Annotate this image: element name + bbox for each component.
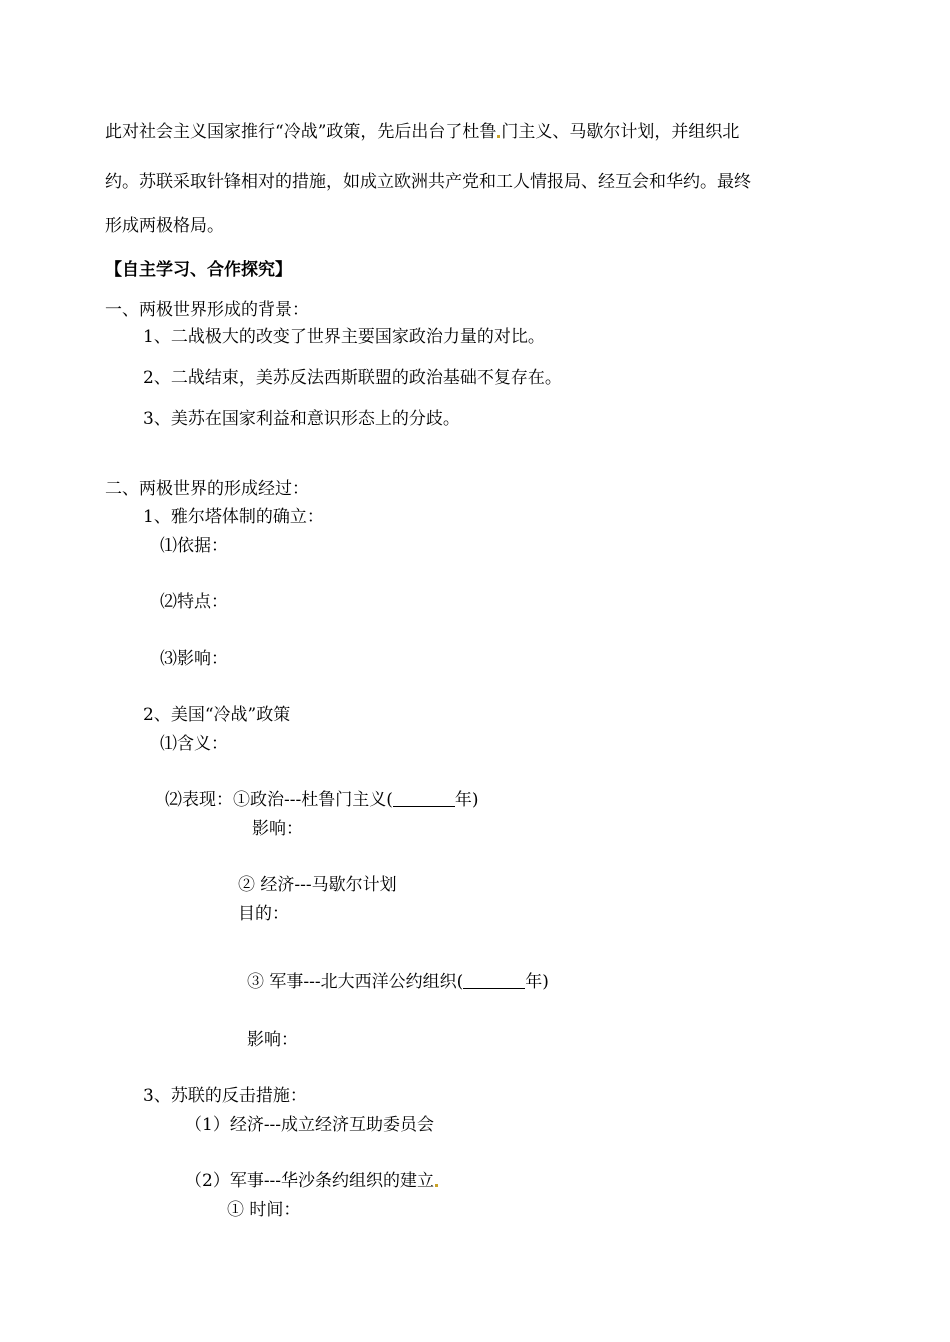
marker-dot	[435, 1184, 438, 1187]
soviet-title: 3、苏联的反击措施：	[143, 1086, 307, 1106]
coldwar-title: 2、美国“冷战”政策	[143, 705, 291, 725]
part1-item-1: 1、二战极大的改变了世界主要国家政治力量的对比。	[143, 327, 545, 347]
coldwar-military: ③ 军事---北大西洋公约组织( 年)	[247, 972, 549, 992]
intro-line-2: 约。苏联采取针锋相对的措施，如成立欧洲共产党和工人情报局、经互会和华约。最终	[105, 172, 751, 192]
soviet-time: ① 时间：	[227, 1200, 301, 1220]
part2-heading: 二、两极世界的形成经过：	[105, 479, 309, 499]
year-blank-1[interactable]	[393, 790, 455, 807]
politics-impact: 影响：	[252, 819, 303, 839]
coldwar-meaning: ⑴含义：	[160, 734, 228, 754]
year-blank-2[interactable]	[463, 972, 525, 989]
coldwar-economy: ② 经济---马歇尔计划	[238, 875, 397, 895]
soviet-military: （2）军事---华沙条约组织的建立	[185, 1170, 439, 1192]
marker-dot	[497, 135, 500, 138]
yalta-basis: ⑴依据：	[160, 536, 228, 556]
intro-line-3: 形成两极格局。	[105, 216, 224, 236]
yalta-impact: ⑶影响：	[160, 649, 228, 669]
part1-item-3: 3、美苏在国家利益和意识形态上的分歧。	[143, 409, 460, 429]
soviet-economy: （1）经济---成立经济互助委员会	[185, 1115, 435, 1135]
coldwar-politics: ⑵表现：①政治---杜鲁门主义( 年)	[165, 790, 479, 810]
yalta-features: ⑵特点：	[160, 592, 228, 612]
part1-heading: 一、两极世界形成的背景：	[105, 300, 309, 320]
yalta-title: 1、雅尔塔体制的确立：	[143, 507, 324, 527]
military-impact: 影响：	[247, 1030, 298, 1050]
part1-item-2: 2、二战结束，美苏反法西斯联盟的政治基础不复存在。	[143, 368, 562, 388]
economy-purpose: 目的：	[238, 904, 289, 924]
section-title: 【自主学习、合作探究】	[105, 260, 292, 280]
intro-line-1: 此对社会主义国家推行“冷战”政策，先后出台了杜鲁 门主义、马歇尔计划，并组织北	[105, 122, 740, 142]
